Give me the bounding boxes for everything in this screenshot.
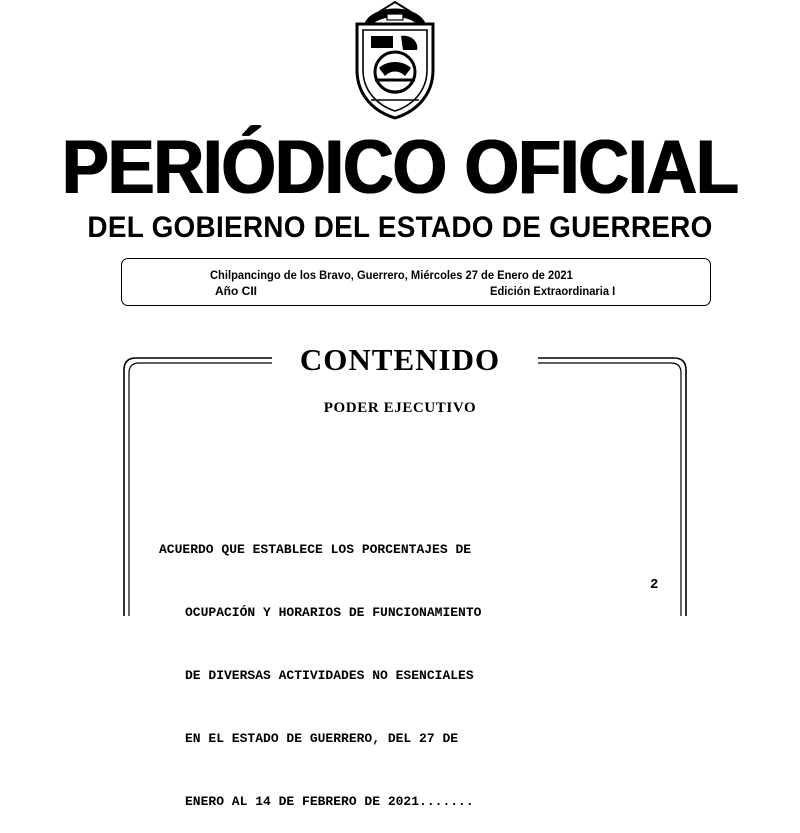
contents-entry[interactable] [159,497,619,833]
section-heading: PODER EJECUTIVO [323,400,477,416]
contents-title: CONTENIDO [299,342,501,377]
entry-line: EN EL ESTADO DE GUERRERO, DEL 27 DE [185,731,459,746]
entry-line: DE DIVERSAS ACTIVIDADES NO ESENCIALES [185,668,474,683]
state-coat-of-arms-icon [345,0,445,122]
masthead-subtitle: DEL GOBIERNO DEL ESTADO DE GUERRERO [87,211,713,244]
entry-page-number: 2 [650,577,659,593]
edition-label: Edición Extraordinaria I [490,284,616,298]
entry-line: ACUERDO QUE ESTABLECE LOS PORCENTAJES DE [159,542,472,557]
entry-line: ENERO AL 14 DE FEBRERO DE 2021....... [185,794,474,809]
year-label: Año CII [215,284,257,298]
masthead-title: PERIÓDICO OFICIAL [62,125,738,210]
place-date: Chilpancingo de los Bravo, Guerrero, Miércoles 27 de Enero de 2021 [210,268,573,282]
entry-line: OCUPACIÓN Y HORARIOS DE FUNCIONAMIENTO [185,605,482,620]
issue-info-box [121,258,711,306]
